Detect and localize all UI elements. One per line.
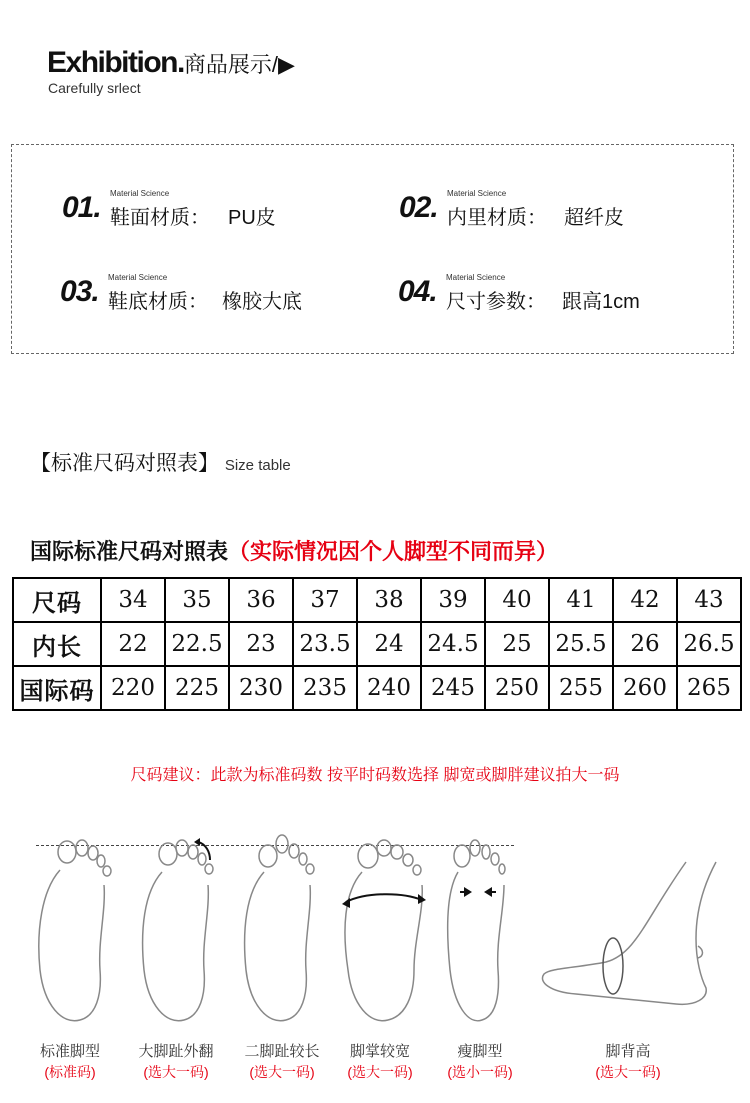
table-cell: 260 — [613, 666, 677, 710]
slim-foot-icon — [438, 830, 538, 1030]
intl-size-title: 国际标准尺码对照表 — [30, 539, 229, 564]
size-table-heading — [30, 447, 291, 477]
material-value: 橡胶大底 — [222, 291, 302, 313]
table-cell: 38 — [357, 578, 421, 622]
wide-foot-icon — [336, 830, 436, 1030]
table-cell: 37 — [293, 578, 357, 622]
title-cn: 商品展示/ — [183, 52, 278, 77]
table-row — [13, 622, 741, 666]
foot-type-name: 瘦脚型 — [457, 1043, 503, 1060]
material-value: PU皮 — [228, 207, 276, 229]
material-number: 03. — [60, 275, 99, 308]
table-cell: 240 — [357, 666, 421, 710]
standard-foot-icon — [22, 830, 122, 1030]
material-science-caption: Material Science — [110, 189, 170, 198]
row-header: 国际码 — [13, 666, 101, 710]
bunion-foot-icon — [128, 830, 228, 1030]
table-cell: 23 — [229, 622, 293, 666]
material-number: 02. — [399, 191, 438, 224]
table-cell: 41 — [549, 578, 613, 622]
intl-size-heading — [30, 535, 558, 566]
material-label: 鞋底材质： — [108, 291, 208, 313]
material-item-upper — [62, 189, 392, 233]
table-cell: 245 — [421, 666, 485, 710]
foot-type-suggestion: (选小一码) — [447, 1064, 513, 1080]
table-cell: 24 — [357, 622, 421, 666]
foot-type-suggestion: (标准码) — [44, 1064, 96, 1080]
foot-type-suggestion: (选大一码) — [595, 1064, 661, 1080]
exhibition-subtitle: Carefully srlect — [48, 80, 141, 96]
table-cell: 35 — [165, 578, 229, 622]
material-number: 04. — [398, 275, 437, 308]
table-row — [13, 578, 741, 622]
table-cell: 230 — [229, 666, 293, 710]
table-cell: 39 — [421, 578, 485, 622]
size-table — [12, 577, 742, 711]
table-cell: 36 — [229, 578, 293, 622]
table-cell: 22 — [101, 622, 165, 666]
size-table-title-en: Size table — [224, 457, 291, 474]
material-number: 01. — [62, 191, 101, 224]
material-value: 跟高1cm — [562, 291, 640, 313]
table-cell: 265 — [677, 666, 741, 710]
table-cell: 26 — [613, 622, 677, 666]
row-header: 尺码 — [13, 578, 101, 622]
material-science-caption: Material Science — [447, 189, 507, 198]
table-cell: 42 — [613, 578, 677, 622]
table-cell: 34 — [101, 578, 165, 622]
table-cell: 23.5 — [293, 622, 357, 666]
material-science-caption: Material Science — [108, 273, 168, 282]
foot-type-suggestion: (选大一码) — [249, 1064, 315, 1080]
table-cell: 25.5 — [549, 622, 613, 666]
foot-type-name: 二脚趾较长 — [244, 1043, 320, 1060]
foot-type-name: 脚背高 — [605, 1043, 651, 1060]
material-label: 尺寸参数： — [446, 291, 546, 313]
size-advice: 尺码建议：此款为标准码数 按平时码数选择 脚宽或脚胖建议拍大一码 — [130, 767, 620, 784]
table-cell: 43 — [677, 578, 741, 622]
table-cell: 250 — [485, 666, 549, 710]
material-label: 鞋面材质： — [110, 207, 210, 229]
table-cell: 24.5 — [421, 622, 485, 666]
table-cell: 235 — [293, 666, 357, 710]
table-cell: 220 — [101, 666, 165, 710]
table-cell: 25 — [485, 622, 549, 666]
long-second-toe-foot-icon — [234, 830, 334, 1030]
material-label: 内里材质： — [447, 207, 547, 229]
intl-size-note: （实际情况因个人脚型不同而异） — [228, 539, 559, 564]
table-cell: 26.5 — [677, 622, 741, 666]
table-cell: 225 — [165, 666, 229, 710]
table-cell: 255 — [549, 666, 613, 710]
foot-type-name: 大脚趾外翻 — [138, 1043, 214, 1060]
foot-type-name: 脚掌较宽 — [349, 1043, 410, 1060]
high-instep-foot-icon — [536, 858, 726, 1018]
material-value: 超纤皮 — [564, 207, 624, 229]
material-item-lining — [399, 189, 729, 233]
play-arrow-icon: ▶ — [277, 52, 295, 77]
foot-type-name: 标准脚型 — [39, 1043, 100, 1060]
table-cell: 22.5 — [165, 622, 229, 666]
foot-type-suggestion: (选大一码) — [347, 1064, 413, 1080]
title-en: Exhibition. — [47, 46, 184, 79]
table-cell: 40 — [485, 578, 549, 622]
material-item-size — [398, 273, 728, 317]
material-item-sole — [60, 273, 390, 317]
material-science-caption: Material Science — [446, 273, 506, 282]
row-header: 内长 — [13, 622, 101, 666]
exhibition-title — [47, 46, 295, 80]
materials-box — [11, 144, 734, 354]
foot-type-suggestion: (选大一码) — [143, 1064, 209, 1080]
size-table-title-cn: 【标准尺码对照表】 — [30, 452, 219, 475]
table-row — [13, 666, 741, 710]
